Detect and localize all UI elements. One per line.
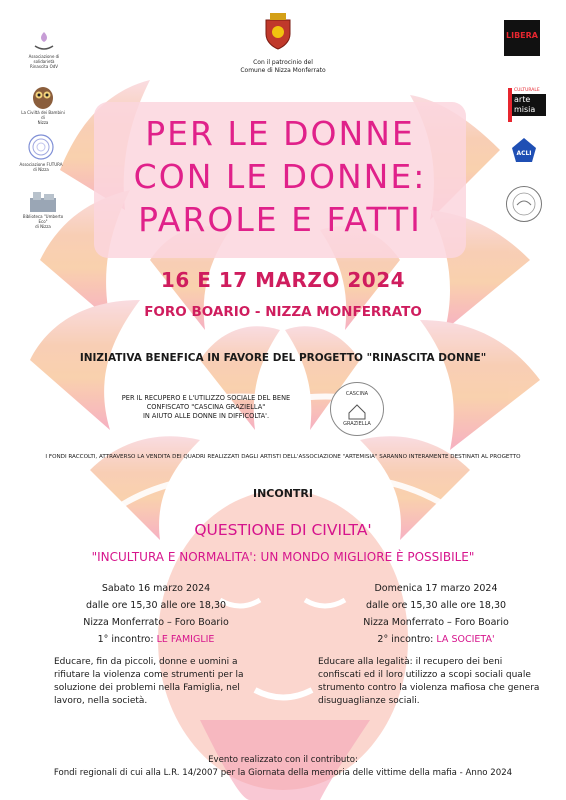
initiative-text: INIZIATIVA BENEFICA IN FAVORE DEL PROGETTO "RINASCITA DONNE" <box>79 352 487 364</box>
event-dates: 16 E 17 MARZO 2024 <box>160 268 406 292</box>
logo-caption: Associazione di solidarietà Rinascita OdV <box>28 54 60 69</box>
logo-futura <box>18 132 64 172</box>
logo-caption: La Civiltà dei Bambini di Nizza <box>21 110 65 125</box>
event-1-place: Nizza Monferrato – Foro Boario <box>83 617 229 628</box>
stamp-icon <box>506 186 542 222</box>
logo-caption: Associazione FUTURA di Nizza <box>19 162 63 172</box>
event-2-details <box>346 580 526 648</box>
patronage-line2: Comune di Nizza Monferrato <box>240 67 326 74</box>
flower-hands-icon <box>31 28 57 54</box>
artemisia-logo: CULTURALE arte misia <box>508 88 546 122</box>
patronage-line1: Con il patrocinio del <box>253 59 313 66</box>
title-line3: PAROLE E FATTI <box>138 200 422 239</box>
event-2-meeting: 2° incontro: LA SOCIETA' <box>377 634 495 645</box>
footer-line2: Fondi regionali di cui alla L.R. 14/2007 per la Giornata della memoria delle vittime della mafia - Anno 2024 <box>53 768 513 778</box>
logo-caption: Biblioteca "Umberto Eco" di Nizza <box>22 214 64 229</box>
municipal-crest-icon <box>263 12 293 50</box>
questione-heading: QUESTIONE DI CIVILTA' <box>194 521 372 539</box>
title-line1: PER LE DONNE <box>145 114 415 153</box>
acli-logo: ACLI <box>510 136 538 164</box>
owl-icon <box>30 84 56 110</box>
event-1-hours: dalle ore 15,30 alle ore 18,30 <box>85 600 227 611</box>
purpose-text: PER IL RECUPERO E L'UTILIZZO SOCIALE DEL BENE CONFISCATO "CASCINA GRAZIELLA" IN AIUTO ALLE DONNE IN DIFFICOLTA'. <box>121 394 291 420</box>
event-2-day: Domenica 17 marzo 2024 <box>374 583 498 594</box>
funds-note: I FONDI RACCOLTI, ATTRAVERSO LA VENDITA DEI QUADRI REALIZZATI DAGLI ARTISTI DELL'ASSOCIAZIONE "ARTEMISIA" SARANNO INTERAMENTE DESTINATI AL PROGETTO <box>45 454 521 460</box>
footer <box>0 754 566 780</box>
house-icon <box>331 383 383 435</box>
patronage-text <box>220 59 346 75</box>
event-2-place: Nizza Monferrato – Foro Boario <box>363 617 509 628</box>
spiral-icon <box>26 132 56 162</box>
logo-rinascita <box>22 28 66 69</box>
event-2-hours: dalle ore 15,30 alle ore 18,30 <box>365 600 507 611</box>
page-title <box>94 112 466 241</box>
logo-biblioteca <box>20 190 66 229</box>
event-subtitle: "INCULTURA E NORMALITA': UN MONDO MIGLIORE È POSSIBILE" <box>91 550 475 564</box>
event-1-day: Sabato 16 marzo 2024 <box>101 583 211 594</box>
title-line2: CON LE DONNE: <box>133 157 427 196</box>
libera-logo: LIBERA <box>504 20 540 56</box>
event-1-description: Educare, fin da piccoli, donne e uomini a rifiutare la violenza come strumenti per la soluzione dei problemi nella Famiglia, nel lavoro, nella società. <box>54 657 244 706</box>
library-icon <box>28 190 58 214</box>
cascina-graziella-logo: CASCINA GRAZIELLA <box>330 382 384 436</box>
event-1-details <box>66 580 246 648</box>
event-1-meeting: 1° incontro: LE FAMIGLIE <box>97 634 215 645</box>
logo-civilta-bambini <box>20 84 66 125</box>
footer-line1: Evento realizzato con il contributo: <box>208 755 358 765</box>
event-venue: FORO BOARIO - NIZZA MONFERRATO <box>144 304 422 320</box>
incontri-heading: INCONTRI <box>253 487 313 500</box>
event-2-description: Educare alla legalità: il recupero dei beni confiscati ed il loro utilizzo a scopi sociali quale strumento contro la violenza mafiosa che genera disuguaglianze sociali. <box>318 657 540 706</box>
